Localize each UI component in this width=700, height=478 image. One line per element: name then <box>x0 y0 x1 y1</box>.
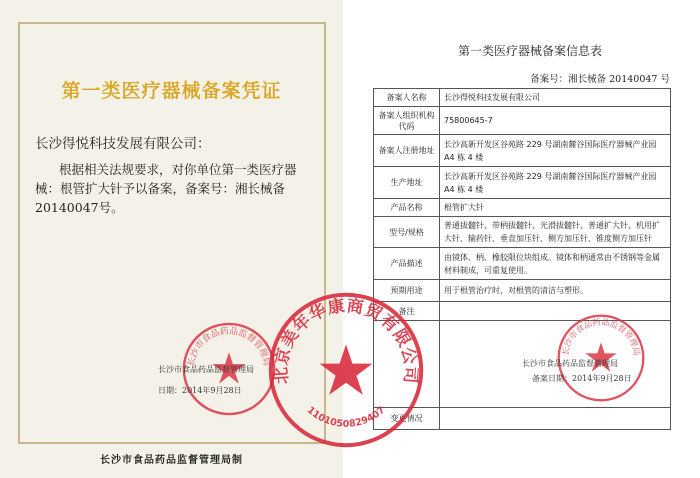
table-row <box>374 89 671 107</box>
row-value: 普通拔髓针、带柄拔髓针、光滑拔髓针、普通扩大针、机用扩大针、输药针、垂直加压针、侧方加压针、锥度侧方加压针 <box>440 217 671 248</box>
row-label: 产品名称 <box>374 199 440 217</box>
certificate-date: 日期：2014年9月28日 <box>158 386 242 395</box>
form-date: 备案日期：2014年9月28日 <box>532 374 632 383</box>
svg-text:北京美年华康商贸有限公司: 北京美年华康商贸有限公司 <box>270 295 422 385</box>
certificate-company: 长沙得悦科技发展有限公司： <box>35 136 211 152</box>
row-label: 生产地址 <box>374 167 440 199</box>
svg-text:长沙市食品药品监督管理局: 长沙市食品药品监督管理局 <box>186 326 272 368</box>
certificate-body-text: 根据相关法规要求，对你单位第一类医疗器械：根管扩大针予以备案，备案号：湘长械备20140047号。 <box>35 162 297 215</box>
row-label: 产品描述 <box>374 248 440 280</box>
svg-text:1101050829407: 1101050829407 <box>304 404 388 430</box>
table-row <box>374 199 671 217</box>
row-value: 由镜体、柄、橡胶限位块组成。镜体和柄通常由不锈钢等金属材料制成，可重复使用。 <box>440 248 671 280</box>
form-title: 第一类医疗器械备案信息表 <box>457 44 602 58</box>
row-label: 变更情况 <box>374 408 440 430</box>
row-label: 备案人注册地址 <box>374 135 440 167</box>
row-value: 用于根管治疗时，对根管的清洁与塑形。 <box>440 280 671 302</box>
row-value <box>440 408 671 430</box>
row-label: 型号/规格 <box>374 217 440 248</box>
form-issuer: 长沙市食品药品监督管理局 <box>522 359 618 368</box>
table-row <box>374 107 671 135</box>
table-row <box>374 248 671 280</box>
table-row <box>374 217 671 248</box>
row-label: 备注 <box>374 302 440 321</box>
table-row <box>374 167 671 199</box>
table-row <box>374 135 671 167</box>
row-value: 75800645-7 <box>440 107 671 135</box>
row-value: 长沙高新开发区谷苑路 229 号湖南麓谷国际医疗器械产业园 A4 栋 4 楼 <box>440 167 671 199</box>
row-value: 长沙高新开发区谷苑路 229 号湖南麓谷国际医疗器械产业园 A4 栋 4 楼 <box>440 135 671 167</box>
svg-text:长沙市食品药品监督管理局: 长沙市食品药品监督管理局 <box>559 316 643 357</box>
form-record-number: 备案号：湘长械备 20140047 号 <box>530 74 670 85</box>
row-label: 备案人名称 <box>374 89 440 107</box>
row-label: 预期用途 <box>374 280 440 302</box>
row-value: 长沙得悦科技发展有限公司 <box>440 89 671 107</box>
row-label: 备案人组织机构代码 <box>374 107 440 135</box>
certificate-footer: 长沙市食品药品监督管理局制 <box>100 455 243 466</box>
certificate-issuer: 长沙市食品药品监督管理局 <box>158 365 254 374</box>
company-seal-icon <box>266 290 426 450</box>
row-value: 根管扩大针 <box>440 199 671 217</box>
certificate-title: 第一类医疗器械备案凭证 <box>61 80 282 102</box>
